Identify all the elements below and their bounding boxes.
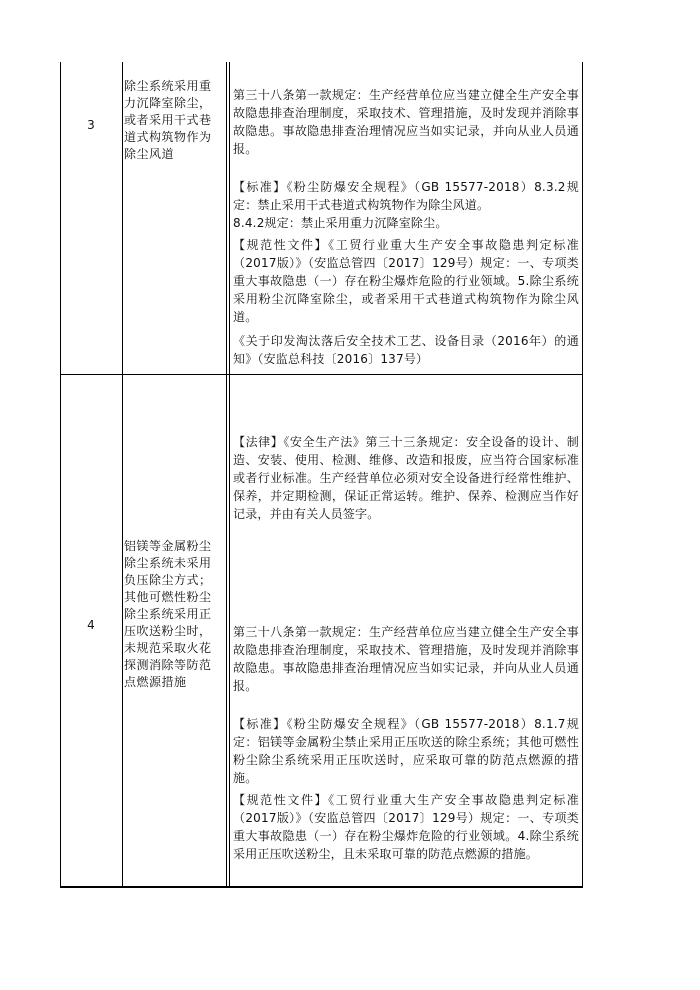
legal-basis-cell xyxy=(230,62,582,374)
basis-paragraph: 第三十八条第一款规定：生产经营单位应当建立健全生产安全事故隐患排查治理制度，采取技术、管理措施，及时发现并消除事故隐患。事故隐患排查治理情况应当如实记录，并向从业人员通报。 xyxy=(233,88,579,156)
basis-paragraph: 【法律】《安全生产法》第三十三条规定：安全设备的设计、制造、安装、使用、检测、维修、改造和报废，应当符合国家标准或者行业标准。生产经营单位必须对安全设备进行经常性维护、保养，并定期检测，保证正常运转。维护、保养、检测应当作好记录，并由有关人员签字。 xyxy=(233,435,579,521)
basis-paragraph: 8.4.2规定：禁止采用重力沉降室除尘。 xyxy=(233,216,448,230)
table-border-right xyxy=(582,62,583,888)
basis-paragraph: 【标准】《粉尘防爆安全规程》（GB 15577-2018）8.1.7规定：铝镁等金属粉尘禁止采用正压吹送的除尘系统；其他可燃性粉尘除尘系统采用正压吹送时，应采取可靠的防范点燃源的措施。 xyxy=(233,717,579,785)
basis-paragraph: 【规范性文件】《工贸行业重大生产安全事故隐患判定标准（2017版）》（安监总管四〔2017〕129号）规定：一、专项类重大事故隐患（一）存在粉尘爆炸危险的行业领域。5.除尘系统采用粉尘沉降室除尘，或者采用干式巷道式构筑物作为除尘风道。 xyxy=(233,238,579,324)
legal-basis-cell xyxy=(230,375,582,886)
row-number: 3 xyxy=(87,118,95,132)
basis-paragraph: 《关于印发淘汰落后安全技术工艺、设备目录（2016年）的通知》（安监总科技〔2016〕137号） xyxy=(233,334,579,366)
basis-paragraph: 【标准】《粉尘防爆安全规程》（GB 15577-2018）8.3.2规定：禁止采用干式巷道式构筑物作为除尘风道。 xyxy=(233,180,579,212)
basis-paragraph: 【规范性文件】《工贸行业重大生产安全事故隐患判定标准（2017版）》（安监总管四〔2017〕129号）规定：一、专项类重大事故隐患（一）存在粉尘爆炸危险的行业领域。4.除尘系统采用正压吹送粉尘，且未采取可靠的防范点燃源的措施。 xyxy=(233,793,579,861)
table-border-bottom xyxy=(60,886,583,888)
table-divider-1 xyxy=(122,62,123,888)
basis-paragraph: 第三十八条第一款规定：生产经营单位应当建立健全生产安全事故隐患排查治理制度，采取技术、管理措施，及时发现并消除事故隐患。事故隐患排查治理情况应当如实记录，并向从业人员通报。 xyxy=(233,625,579,693)
table-border-left xyxy=(60,62,61,888)
hazard-description: 铝镁等金属粉尘除尘系统未采用负压除尘方式；其他可燃性粉尘除尘系统采用正压吹送粉尘时，未规范采取火花探测消除等防范点燃源措施 xyxy=(124,539,212,689)
table-divider-2 xyxy=(226,62,227,888)
row-number: 4 xyxy=(87,618,95,632)
regulation-table xyxy=(60,62,583,888)
hazard-description: 除尘系统采用重力沉降室除尘，或者采用干式巷道式构筑物作为除尘风道 xyxy=(124,79,212,161)
